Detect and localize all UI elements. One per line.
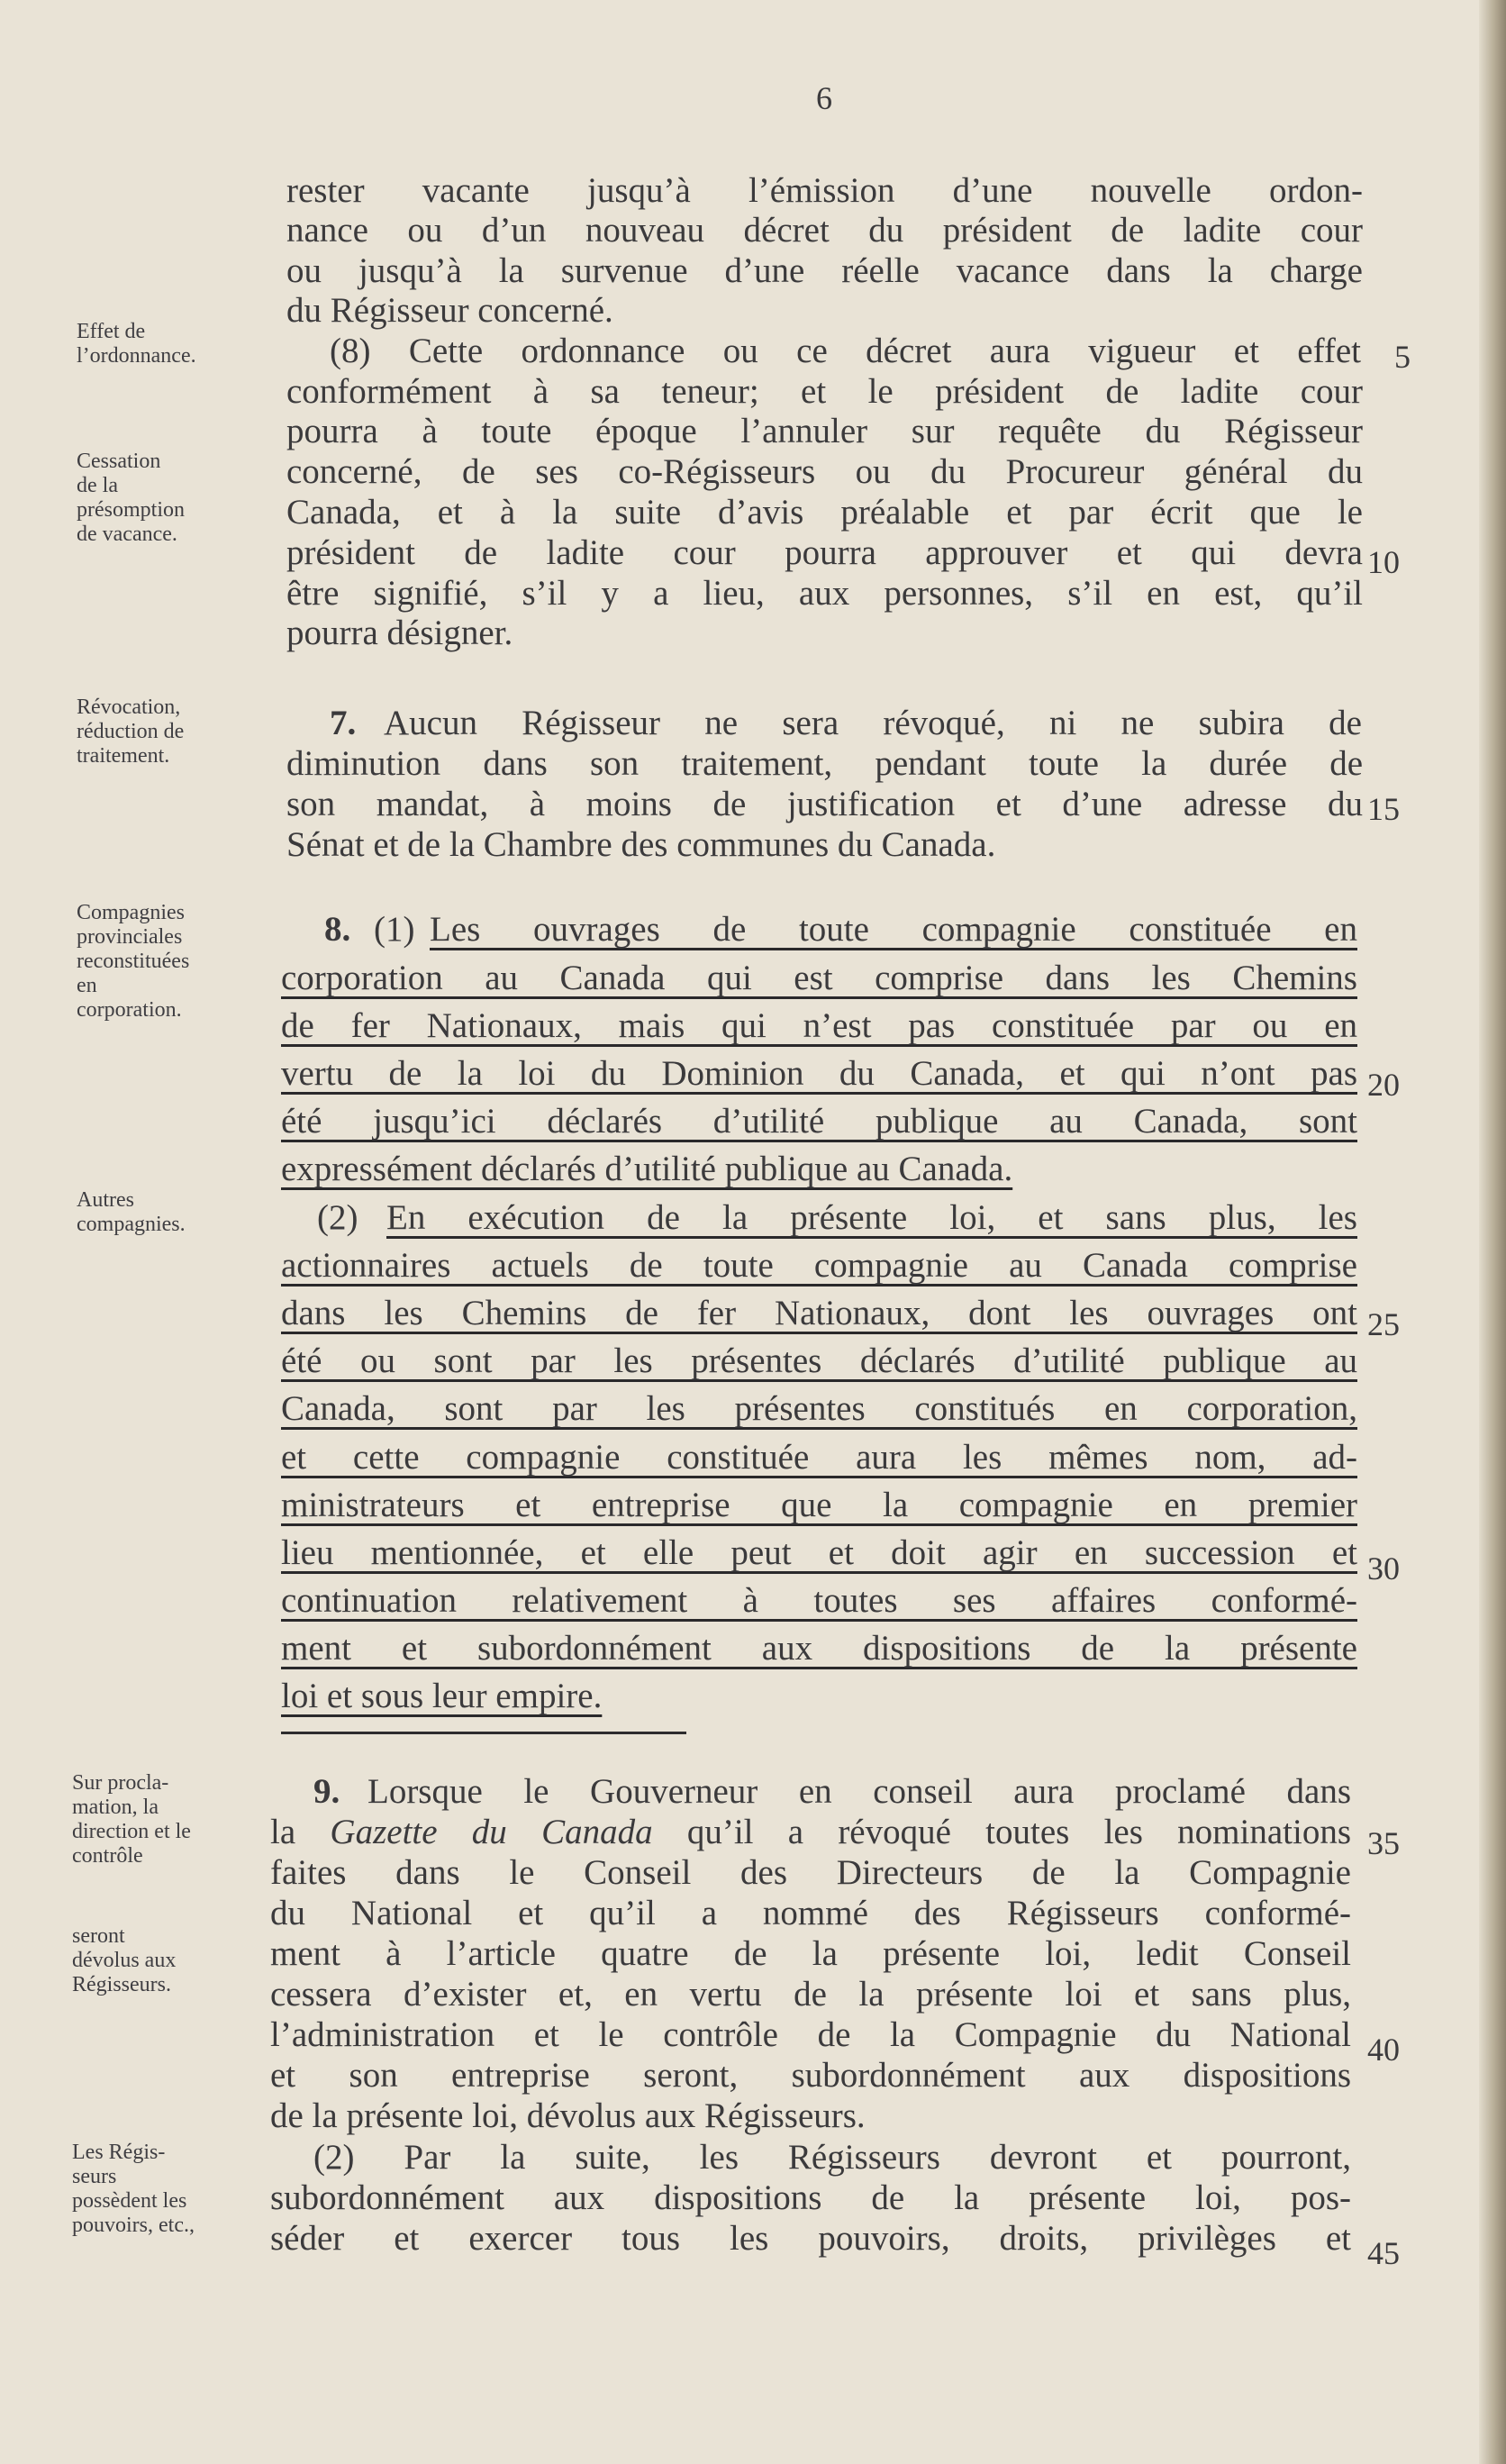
line-number: 15 <box>1367 791 1400 827</box>
underlined-line: corporation au Canada qui est comprise dans les Chemins <box>281 959 1357 997</box>
line-number: 20 <box>1367 1067 1400 1103</box>
body-line: Canada, et à la suite d’avis préalable et par écrit que le <box>286 493 1363 532</box>
body-line: concerné, de ses co-Régisseurs ou du Procureur général du <box>286 452 1363 491</box>
underlined-line: et cette compagnie constituée aura les mêmes nom, ad- <box>281 1438 1357 1477</box>
end-rule <box>281 1732 686 1734</box>
underlined-line: loi et sous leur empire. <box>281 1677 603 1715</box>
margin-note-effet: Effet de l’ordonnance. <box>77 320 196 368</box>
underlined-line: expressément déclarés d’utilité publique au Canada. <box>281 1150 1013 1188</box>
body-line: la Gazette du Canada qu’il a révoqué toutes les nominations <box>270 1813 1352 1851</box>
section-number: 8. <box>324 910 351 949</box>
underlined-line: ment et subordonnément aux dispositions de la présente <box>281 1629 1357 1668</box>
line-number: 5 <box>1394 339 1411 375</box>
margin-note-autres: Autres compagnies. <box>77 1188 186 1236</box>
body-line: son mandat, à moins de justification et d’une adresse du <box>286 785 1363 823</box>
body-line: être signifié, s’il y a lieu, aux personnes, s’il en est, qu’il <box>286 574 1363 613</box>
body-line: ment à l’article quatre de la présente loi, ledit Conseil <box>270 1934 1351 1973</box>
margin-note-compagnies-provinciales: Compagnies provinciales reconstituées en corporation. <box>77 901 190 1022</box>
underlined-line: dans les Chemins de fer Nationaux, dont les ouvrages ont <box>281 1294 1357 1332</box>
body-line: (2) Par la suite, les Régisseurs devront et pourront, <box>313 2138 1351 2177</box>
page-edge-shadow <box>1479 0 1506 2464</box>
line-number: 35 <box>1367 1825 1400 1861</box>
line-number: 25 <box>1367 1306 1400 1342</box>
underlined-line: ministrateurs et entreprise que la compagnie en premier <box>281 1486 1357 1524</box>
underlined-line: de fer Nationaux, mais qui n’est pas constituée par ou en <box>281 1006 1357 1045</box>
body-line: pourra désigner. <box>286 614 513 652</box>
underlined-line: lieu mentionnée, et elle peut et doit agir en succession et <box>281 1533 1357 1572</box>
body-line: de la présente loi, dévolus aux Régisseurs. <box>270 2096 866 2135</box>
body-line: séder et exercer tous les pouvoirs, droits, privilèges et <box>270 2219 1351 2258</box>
margin-note-seront: seront dévolus aux Régisseurs. <box>72 1924 177 1996</box>
body-line: (8) Cette ordonnance ou ce décret aura vigueur et effet <box>330 332 1361 370</box>
section-7-first-line: 7. Aucun Régisseur ne sera révoqué, ni ne subira de <box>330 704 1362 742</box>
section-8-first-line: 8. (1) Les ouvrages de toute compagnie constituée en <box>324 910 1357 949</box>
body-line: nance ou d’un nouveau décret du président de ladite cour <box>286 211 1363 250</box>
body-line: du National et qu’il a nommé des Régisseurs conformé- <box>270 1894 1351 1932</box>
body-line: président de ladite cour pourra approuver et qui devra <box>286 533 1363 572</box>
underlined-line: actionnaires actuels de toute compagnie au Canada comprise <box>281 1246 1357 1285</box>
body-line: et son entreprise seront, subordonnément aux dispositions <box>270 2056 1351 2095</box>
body-line: rester vacante jusqu’à l’émission d’une nouvelle ordon- <box>286 171 1363 210</box>
line-number: 45 <box>1367 2235 1400 2271</box>
body-line: subordonnément aux dispositions de la présente loi, pos- <box>270 2178 1351 2217</box>
underlined-line: vertu de la loi du Dominion du Canada, et qui n’ont pas <box>281 1054 1357 1093</box>
body-line: conformément à sa teneur; et le président de ladite cour <box>286 372 1363 411</box>
body-line: ou jusqu’à la survenue d’une réelle vacance dans la charge <box>286 251 1363 290</box>
page-number: 6 <box>816 80 832 116</box>
margin-note-cessation: Cessation de la présomption de vacance. <box>77 450 185 546</box>
line-number: 10 <box>1367 544 1400 580</box>
line-number: 30 <box>1367 1550 1400 1587</box>
body-line: l’administration et le contrôle de la Compagnie du National <box>270 2015 1351 2054</box>
section-number: 7. <box>330 704 357 742</box>
margin-note-revocation: Révocation, réduction de traitement. <box>77 696 185 768</box>
line-number: 40 <box>1367 2032 1400 2068</box>
margin-note-proclamation: Sur procla- mation, la direction et le contrôle <box>72 1771 191 1868</box>
body-line: Sénat et de la Chambre des communes du Canada. <box>286 825 996 864</box>
body-line: pourra à toute époque l’annuler sur requête du Régisseur <box>286 412 1363 450</box>
body-line: faites dans le Conseil des Directeurs de la Compagnie <box>270 1853 1351 1892</box>
underlined-line: été jusqu’ici déclarés d’utilité publique au Canada, sont <box>281 1102 1357 1141</box>
underlined-line: été ou sont par les présentes déclarés d’utilité publique au <box>281 1341 1357 1380</box>
section-9-first-line: 9. Lorsque le Gouverneur en conseil aura proclamé dans <box>313 1772 1351 1811</box>
body-line: du Régisseur concerné. <box>286 291 613 330</box>
body-line: cessera d’exister et, en vertu de la présente loi et sans plus, <box>270 1975 1351 2014</box>
section-8-2-first-line: (2) En exécution de la présente loi, et sans plus, les <box>317 1198 1357 1237</box>
underlined-line: continuation relativement à toutes ses affaires conformé- <box>281 1581 1357 1620</box>
section-number: 9. <box>313 1772 340 1811</box>
underlined-line: Canada, sont par les présentes constitués en corporation, <box>281 1389 1357 1428</box>
body-line: diminution dans son traitement, pendant toute la durée de <box>286 744 1363 783</box>
margin-note-regisseurs: Les Régis- seurs possèdent les pouvoirs, etc., <box>72 2141 195 2237</box>
